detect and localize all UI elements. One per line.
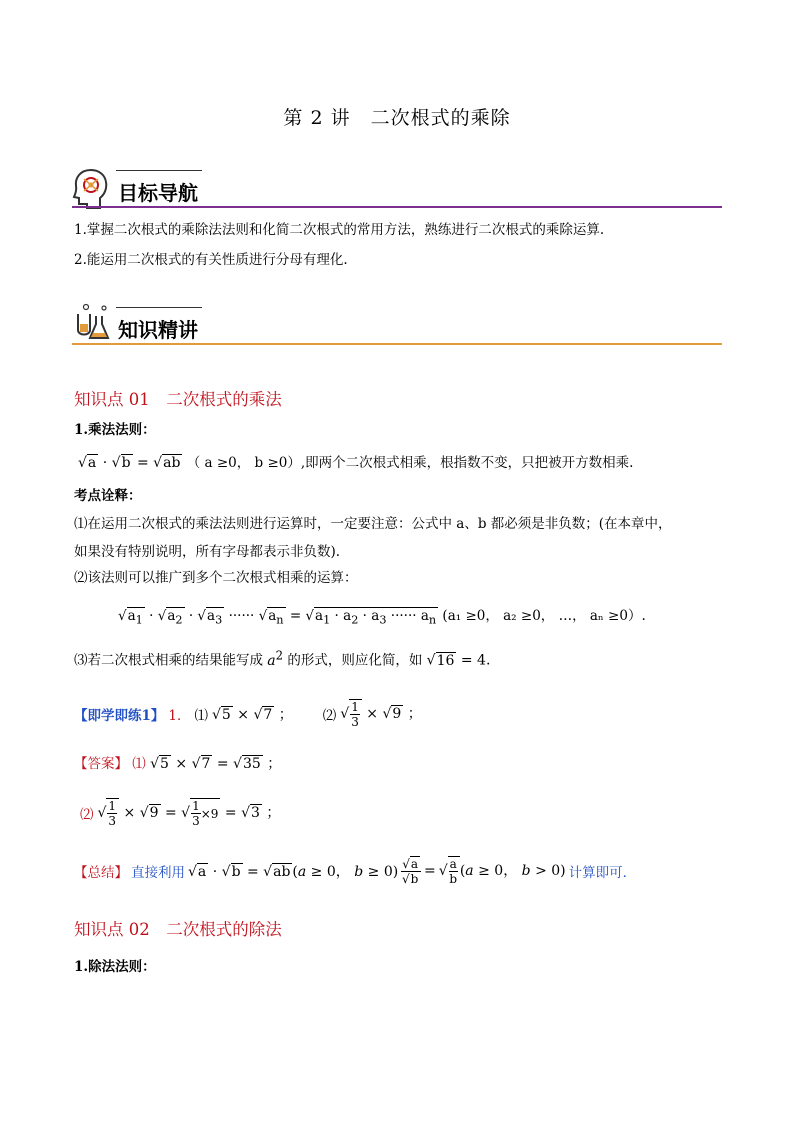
knowledge-point-heading: 知识点 01 二次根式的乘法 xyxy=(74,390,282,409)
answer-part2-label: ⑵ xyxy=(80,807,94,823)
exercise-part1-label: ⑴ xyxy=(194,708,208,724)
formula-conditions: (a₁ ≥0， a₂ ≥0， …， aₙ ≥0）. xyxy=(442,608,646,624)
formula-sqrt-a-times-sqrt-b: √a · √b = √ab xyxy=(78,455,181,471)
lab-flask-icon xyxy=(72,300,112,342)
exercise-expr-2: √ $\frac{1}{3}$ × √9 ； xyxy=(340,700,422,729)
goal-item: 2.能运用二次根式的有关性质进行分母有理化. xyxy=(74,252,348,268)
summary-suffix: 计算即可． xyxy=(568,865,637,881)
section-rule xyxy=(72,206,722,208)
exercise-1 xyxy=(74,699,422,729)
heading-top-rule xyxy=(116,307,202,308)
point-text: 如果没有特别说明，所有字母都表示非负数). xyxy=(74,544,341,560)
page-title: 第 2 讲 二次根式的乘除 xyxy=(283,107,511,129)
point-text: 的形式，则应化简，如 xyxy=(287,652,423,669)
summary xyxy=(74,856,636,886)
equals-sign: = xyxy=(424,863,436,879)
summary-div-right: √ $\frac{a}{b}$ (a ≥ 0， b > 0) xyxy=(438,857,566,886)
exercise-part2-label: ⑵ xyxy=(322,708,337,724)
point-text: ⑴在运用二次根式的乘法法则进行运算时，一定要注意：公式中 a、b 都必须是非负数；(在本章中， xyxy=(74,516,672,532)
summary-prefix: 直接利用 xyxy=(131,865,185,881)
answer-expr-2: √ $\frac{1}{3}$ × √9 = √ $\frac{1}{3}$ ×9 = √3 ； xyxy=(97,799,281,828)
heading-top-rule xyxy=(116,170,202,171)
exam-points-heading: 考点诠释： xyxy=(74,488,142,504)
rule-heading: 1.除法法则： xyxy=(74,959,156,975)
exercise-label: 【即学即练1】 xyxy=(74,708,165,724)
a-squared: $a^2$ xyxy=(267,648,284,669)
summary-label: 【总结】 xyxy=(74,865,128,881)
section-header-goals xyxy=(72,163,722,209)
exercise-number: 1． xyxy=(168,708,191,724)
point-simplify xyxy=(74,648,490,669)
rule-conditions: （ a ≥0， b ≥0）,即两个二次根式相乘，根指数不变，只把被开方数相乘. xyxy=(186,455,634,471)
point-text: ⑵该法则可以推广到多个二次根式相乘的运算： xyxy=(74,570,358,586)
summary-mult-formula: √a · √b = √ab (a ≥ 0， b ≥ 0) xyxy=(188,864,399,880)
head-gears-icon xyxy=(72,167,110,209)
answer-2 xyxy=(80,798,280,828)
goal-item: 1.掌握二次根式的乘除法法则和化简二次根式的常用方法，熟练进行二次根式的乘除运算. xyxy=(74,222,605,238)
answer-label: 【答案】 xyxy=(74,756,128,772)
section-heading-goals: 目标导航 xyxy=(118,181,198,205)
formula-product: $√a_1 \cdot √a_2 \cdot √a_3$ ······ $√a_n = √a_1 \cdot a_2 \cdot a_3$ ······ $a_n$ xyxy=(118,608,437,627)
rule-heading: 1.乘法法则： xyxy=(74,422,156,438)
section-heading-knowledge: 知识精讲 xyxy=(118,318,198,342)
point-text: ⑶若二次根式相乘的结果能写成 xyxy=(74,652,263,669)
general-formula xyxy=(118,604,646,627)
knowledge-point-heading: 知识点 02 二次根式的除法 xyxy=(74,920,282,939)
section-rule xyxy=(72,343,722,345)
answer-1 xyxy=(74,752,281,773)
answer-part1-label: ⑴ xyxy=(132,756,146,772)
example-sqrt16: √16 = 4. xyxy=(426,652,491,669)
exercise-expr-1: √5 × √7 ； xyxy=(212,707,293,723)
summary-div-left: $\frac{√a}{√b}$ xyxy=(401,857,421,886)
section-header-knowledge xyxy=(72,300,722,346)
answer-expr-1: √5 × √7 = √35 ； xyxy=(150,756,282,772)
multiplication-rule xyxy=(78,451,633,471)
